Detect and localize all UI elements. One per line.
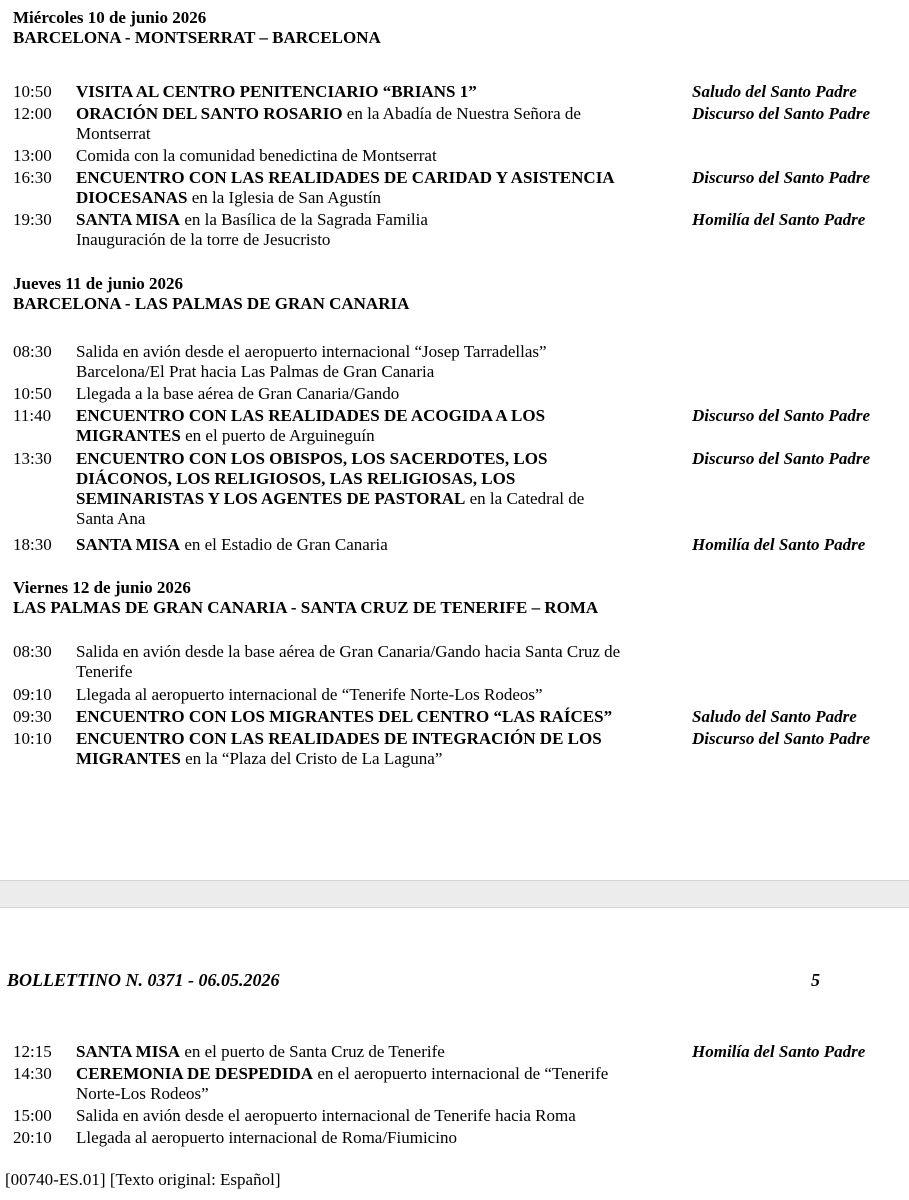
event-time: 14:30: [13, 1064, 52, 1083]
event-description: Salida en avión desde el aeropuerto internacional “Josep Tarradellas” Barcelona/El Prat hacia Las Palmas de Gran Canaria: [76, 342, 547, 381]
event-time: 13:30: [13, 449, 52, 468]
document-page-2: [0, 908, 909, 1200]
event-description: Salida en avión desde el aeropuerto internacional de Tenerife hacia Roma: [76, 1106, 576, 1125]
event-speech: Discurso del Santo Padre: [692, 104, 871, 123]
day-route: LAS PALMAS DE GRAN CANARIA - SANTA CRUZ DE TENERIFE – ROMA: [13, 598, 599, 617]
event-description: Llegada a la base aérea de Gran Canaria/Gando: [76, 384, 400, 403]
event-speech: Homilía del Santo Padre: [692, 535, 866, 554]
event-description: ORACIÓN DEL SANTO ROSARIO en la Abadía de Nuestra Señora de Montserrat: [76, 104, 581, 143]
day-date: Jueves 11 de junio 2026: [13, 274, 184, 293]
event-description: Llegada al aeropuerto internacional de “Tenerife Norte-Los Rodeos”: [76, 685, 543, 704]
day-heading: [13, 578, 598, 618]
event-time: 12:15: [13, 1042, 52, 1061]
event-description: VISITA AL CENTRO PENITENCIARIO “BRIANS 1”: [76, 82, 477, 101]
day-heading: [13, 8, 381, 48]
event-description: SANTA MISA en el puerto de Santa Cruz de Tenerife: [76, 1042, 445, 1061]
event-description: ENCUENTRO CON LAS REALIDADES DE ACOGIDA A LOS MIGRANTES en el puerto de Arguineguín: [76, 406, 546, 445]
event-time: 10:50: [13, 384, 52, 403]
event-speech: Discurso del Santo Padre: [692, 729, 871, 748]
bulletin-header: BOLLETTINO N. 0371 - 06.05.2026: [7, 970, 280, 990]
event-time: 13:00: [13, 146, 52, 165]
document-reference: [00740-ES.01] [Texto original: Español]: [5, 1170, 281, 1189]
event-time: 09:30: [13, 707, 52, 726]
event-time: 12:00: [13, 104, 52, 123]
page-number: 5: [811, 970, 820, 990]
event-speech: Discurso del Santo Padre: [692, 406, 871, 425]
day-heading: [13, 274, 409, 314]
day-date: Miércoles 10 de junio 2026: [13, 8, 207, 27]
event-description: SANTA MISA en la Basílica de la Sagrada Familia Inauguración de la torre de Jesucristo: [76, 210, 428, 249]
event-description: Salida en avión desde la base aérea de Gran Canaria/Gando hacia Santa Cruz de Tenerife: [76, 642, 621, 681]
event-time: 16:30: [13, 168, 52, 187]
event-time: 20:10: [13, 1128, 52, 1147]
event-description: ENCUENTRO CON LAS REALIDADES DE CARIDAD Y ASISTENCIA DIOCESANAS en la Iglesia de San Agustín: [76, 168, 615, 207]
event-description: SANTA MISA en el Estadio de Gran Canaria: [76, 535, 388, 554]
event-time: 18:30: [13, 535, 52, 554]
event-speech: Discurso del Santo Padre: [692, 168, 871, 187]
event-time: 09:10: [13, 685, 52, 704]
event-speech: Discurso del Santo Padre: [692, 449, 871, 468]
event-speech: Homilía del Santo Padre: [692, 210, 866, 229]
event-speech: Homilía del Santo Padre: [692, 1042, 866, 1061]
event-time: 19:30: [13, 210, 52, 229]
event-speech: Saludo del Santo Padre: [692, 707, 857, 726]
event-speech: Saludo del Santo Padre: [692, 82, 857, 101]
event-time: 15:00: [13, 1106, 52, 1125]
event-description: Comida con la comunidad benedictina de Montserrat: [76, 146, 437, 165]
event-time: 10:50: [13, 82, 52, 101]
event-description: ENCUENTRO CON LOS MIGRANTES DEL CENTRO “LAS RAÍCES”: [76, 707, 613, 726]
event-time: 08:30: [13, 342, 52, 361]
event-time: 11:40: [13, 406, 52, 425]
day-date: Viernes 12 de junio 2026: [13, 578, 191, 597]
event-time: 10:10: [13, 729, 52, 748]
day-route: BARCELONA - MONTSERRAT – BARCELONA: [13, 28, 381, 47]
page-separator: [0, 880, 909, 908]
day-route: BARCELONA - LAS PALMAS DE GRAN CANARIA: [13, 294, 410, 313]
event-time: 08:30: [13, 642, 52, 661]
event-description: ENCUENTRO CON LAS REALIDADES DE INTEGRACIÓN DE LOS MIGRANTES en la “Plaza del Cristo de La Laguna”: [76, 729, 602, 768]
event-description: Llegada al aeropuerto internacional de Roma/Fiumicino: [76, 1128, 457, 1147]
event-description: ENCUENTRO CON LOS OBISPOS, LOS SACERDOTES, LOS DIÁCONOS, LOS RELIGIOSOS, LAS RELIGIOSAS, LOS SEMINARISTAS Y LOS AGENTES DE PASTORAL en la Catedral de Santa Ana: [76, 449, 585, 528]
event-description: CEREMONIA DE DESPEDIDA en el aeropuerto internacional de “Tenerife Norte-Los Rodeos”: [76, 1064, 609, 1103]
